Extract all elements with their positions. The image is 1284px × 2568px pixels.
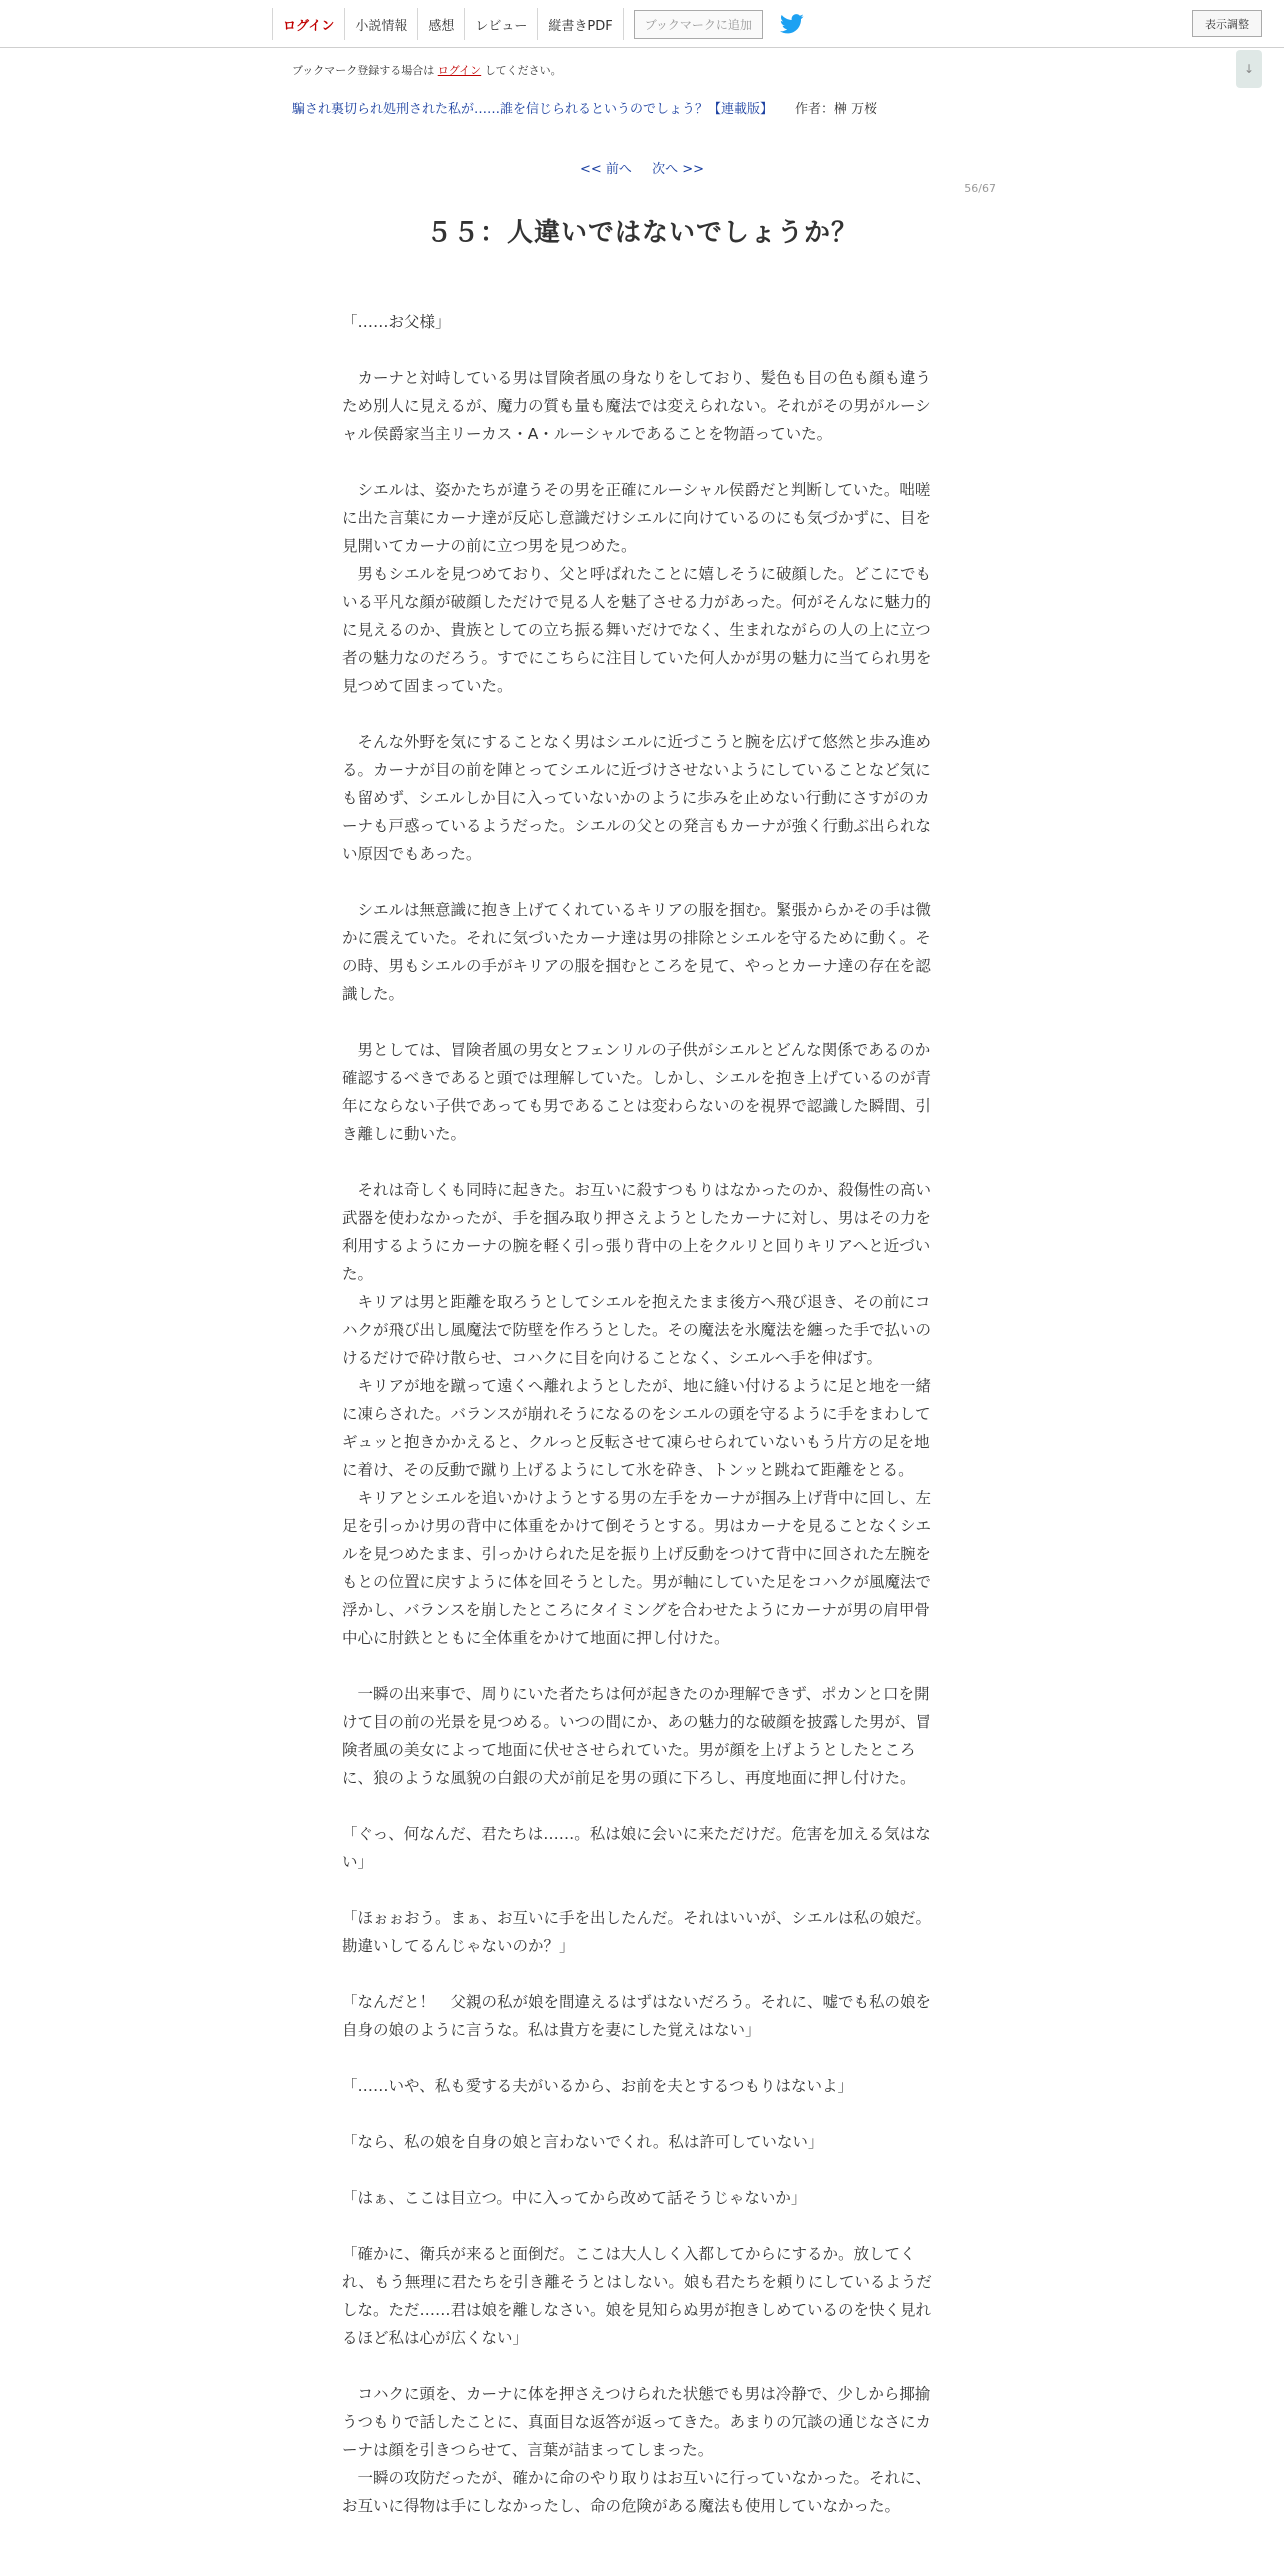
blank-line — [342, 1876, 936, 1904]
novel-paragraph: 「ぐっ、何なんだ、君たちは……。私は娘に会いに来ただけだ。危害を加える気はない」 — [342, 1825, 931, 1871]
nav-review-link[interactable]: レビュー — [465, 8, 538, 40]
next-chapter-link[interactable]: 次へ >> — [652, 162, 704, 177]
chapter-title: ５５：人違いではないでしょうか？ — [425, 218, 858, 248]
novel-paragraph: キリアは男と距離を取ろうとしてシエルを抱えたまま後方へ飛び退き、その前にコハクが飛び出し風魔法で防壁を作ろうとした。その魔法を氷魔法を纏った手で払いのけるだけで砕け散らせ、コハクに目を向けることなく、シエルへ手を伸ばす。 — [342, 1293, 932, 1367]
novel-paragraph: キリアとシエルを追いかけようとする男の左手をカーナが掴み上げ背中に回し、左足を引っかけ男の背中に体重をかけて倒そうとする。男はカーナを見ることなくシエルを見つめたまま、引っかけられた足を振り上げ反動をつけて背中に回された左腕をもとの位置に戻すように体を回そうとした。男が軸にしていた足をコハクが風魔法で浮かし、バランスを崩したところにタイミングを合わせたようにカーナが男の肩甲骨中心に肘鉄とともに全体重をかけて地面に押し付けた。 — [342, 1489, 932, 1647]
blank-line — [342, 2156, 936, 2184]
page-count: 56/67 — [964, 182, 996, 195]
blank-line — [342, 868, 936, 896]
blank-line — [342, 700, 936, 728]
bookmark-note-login-link[interactable]: ログイン — [437, 64, 482, 77]
novel-paragraph: 男もシエルを見つめており、父と呼ばれたことに嬉しそうに破顔した。どこにでもいる平凡な顔が破顔しただけで見る人を魅了させる力があった。何がそんなに魅力的に見えるのか、貴族としての立ち振る舞いだけでなく、生まれながらの人の上に立つ者の魅力なのだろう。すでにこちらに注目していた何人かが男の魅力に当てられ男を見つめて固まっていた。 — [342, 565, 932, 695]
blank-line — [342, 2352, 936, 2380]
novel-paragraph: 「はぁ、ここは目立つ。中に入ってから改めて話そうじゃないか」 — [342, 2189, 807, 2207]
novel-paragraph: 男としては、冒険者風の男女とフェンリルの子供がシエルとどんな関係であるのか確認するべきであると頭では理解していた。しかし、シエルを抱き上げているのが青年にならない子供であっても男であることは変わらないのを視界で認識した瞬間、引き離しに動いた。 — [342, 1041, 932, 1143]
novel-body — [342, 308, 936, 2520]
novel-paragraph: 「……いや、私も愛する夫がいるから、お前を夫とするつもりはないよ」 — [342, 2077, 854, 2095]
novel-paragraph: 「……お父様」 — [342, 313, 451, 331]
novel-paragraph: カーナと対峙している男は冒険者風の身なりをしており、髪色も目の色も顔も違うため別人に見えるが、魔力の質も量も魔法では変えられない。それがその男がルーシャル侯爵家当主リーカス・A・ルーシャルであることを物語っていた。 — [342, 369, 932, 443]
author-name-link[interactable]: 榊 万桜 — [834, 102, 878, 117]
series-title-link[interactable]: 騙され裏切られ処刑された私が……誰を信じられるというのでしょう？【連載版】 — [292, 102, 774, 117]
top-header — [0, 0, 1284, 48]
twitter-icon[interactable] — [779, 13, 805, 35]
twitter-bird-icon — [780, 14, 804, 34]
novel-paragraph: コハクに頭を、カーナに体を押さえつけられた状態でも男は冷静で、少しから揶揄うつもりで話したことに、真面目な返答が返ってきた。あまりの冗談の通じなさにカーナは顔を引きつらせて、言葉が詰まってしまった。 — [342, 2385, 932, 2459]
chapter-pager — [0, 158, 1284, 177]
blank-line — [342, 1008, 936, 1036]
novel-paragraph: そんな外野を気にすることなく男はシエルに近づこうと腕を広げて悠然と歩み進める。カーナが目の前を陣とってシエルに近づけさせないようにしていることなど気にも留めず、シエルしか目に入っていないかのように歩みを止めない行動にさすがのカーナも戸惑っているようだった。シエルの父との発言もカーナが強く行動ぶ出られない原因でもあった。 — [342, 733, 932, 863]
nav-vertical-pdf-link[interactable]: 縦書きPDF — [538, 8, 623, 40]
add-bookmark-button[interactable]: ブックマークに追加 — [634, 10, 763, 39]
prev-chapter-link[interactable]: << 前へ — [580, 162, 632, 177]
blank-line — [342, 1792, 936, 1820]
blank-line — [342, 2212, 936, 2240]
series-info — [292, 98, 992, 117]
novel-paragraph: キリアが地を蹴って遠くへ離れようとしたが、地に縫い付けるように足と地を一緒に凍らされた。バランスが崩れそうになるのをシエルの頭を守るように手をまわしてギュッと抱きかかえると、クルっと反転させて凍らせられていないもう片方の足を地に着け、その反動で蹴り上げるようにして氷を砕き、トンッと跳ねて距離をとる。 — [342, 1377, 932, 1479]
novel-paragraph: それは奇しくも同時に起きた。お互いに殺すつもりはなかったのか、殺傷性の高い武器を使わなかったが、手を掴み取り押さえようとしたカーナに対し、男はその力を利用するようにカーナの腕を軽く引っ張り背中の上をクルリと回りキリアへと近づいた。 — [342, 1181, 932, 1283]
novel-paragraph: 一瞬の攻防だったが、確かに命のやり取りはお互いに行っていなかった。それに、お互いに得物は手にしなかったし、命の危険がある魔法も使用していなかった。 — [342, 2469, 932, 2515]
nav-login-link[interactable]: ログイン — [273, 8, 345, 40]
blank-line — [342, 2100, 936, 2128]
blank-line — [342, 448, 936, 476]
blank-line — [342, 1148, 936, 1176]
display-settings-button[interactable]: 表示調整 — [1192, 10, 1262, 37]
blank-line — [342, 1960, 936, 1988]
blank-line — [342, 336, 936, 364]
bookmark-login-note — [292, 62, 562, 78]
bookmark-note-text-end: してください。 — [484, 64, 562, 77]
author-label: 作者： — [795, 102, 835, 117]
scroll-down-button[interactable]: ↓ — [1236, 50, 1262, 88]
nav-impressions-link[interactable]: 感想 — [418, 8, 465, 40]
nav-novel-info-link[interactable]: 小説情報 — [345, 8, 418, 40]
bookmark-note-text: ブックマーク登録する場合は — [292, 64, 435, 77]
blank-line — [342, 1652, 936, 1680]
novel-paragraph: 一瞬の出来事で、周りにいた者たちは何が起きたのか理解できず、ポカンと口を開けて目の前の光景を見つめる。いつの間にか、あの魅力的な破顔を披露した男が、冒険者風の美女によって地面に伏せさせられていた。男が顔を上げようとしたところに、狼のような風貌の白銀の犬が前足を男の頭に下ろし、再度地面に押し付けた。 — [342, 1685, 932, 1787]
novel-paragraph: 「なら、私の娘を自身の娘と言わないでくれ。私は許可していない」 — [342, 2133, 824, 2151]
blank-line — [342, 2044, 936, 2072]
top-nav — [272, 8, 805, 40]
novel-paragraph: 「確かに、衛兵が来ると面倒だ。ここは大人しく入都してからにするか。放してくれ、もう無理に君たちを引き離そうとはしない。娘も君たちを頼りにしているようだしな。ただ……君は娘を離しなさい。娘を見知らぬ男が抱きしめているのを快く見れるほど私は心が広くない」 — [342, 2245, 932, 2347]
novel-paragraph: シエルは、姿かたちが違うその男を正確にルーシャル侯爵だと判断していた。咄嗟に出た言葉にカーナ達が反応し意識だけシエルに向けているのにも気づかずに、目を見開いてカーナの前に立つ男を見つめた。 — [342, 481, 932, 555]
novel-paragraph: シエルは無意識に抱き上げてくれているキリアの服を掴む。緊張からかその手は微かに震えていた。それに気づいたカーナ達は男の排除とシエルを守るために動く。その時、男もシエルの手がキリアの服を掴むところを見て、やっとカーナ達の存在を認識した。 — [342, 901, 932, 1003]
novel-paragraph: 「ほぉぉおう。まぁ、お互いに手を出したんだ。それはいいが、シエルは私の娘だ。勘違いしてるんじゃないのか？」 — [342, 1909, 932, 1955]
novel-paragraph: 「なんだと！ 父親の私が娘を間違えるはずはないだろう。それに、嘘でも私の娘を自身の娘のように言うな。私は貴方を妻にした覚えはない」 — [342, 1993, 932, 2039]
